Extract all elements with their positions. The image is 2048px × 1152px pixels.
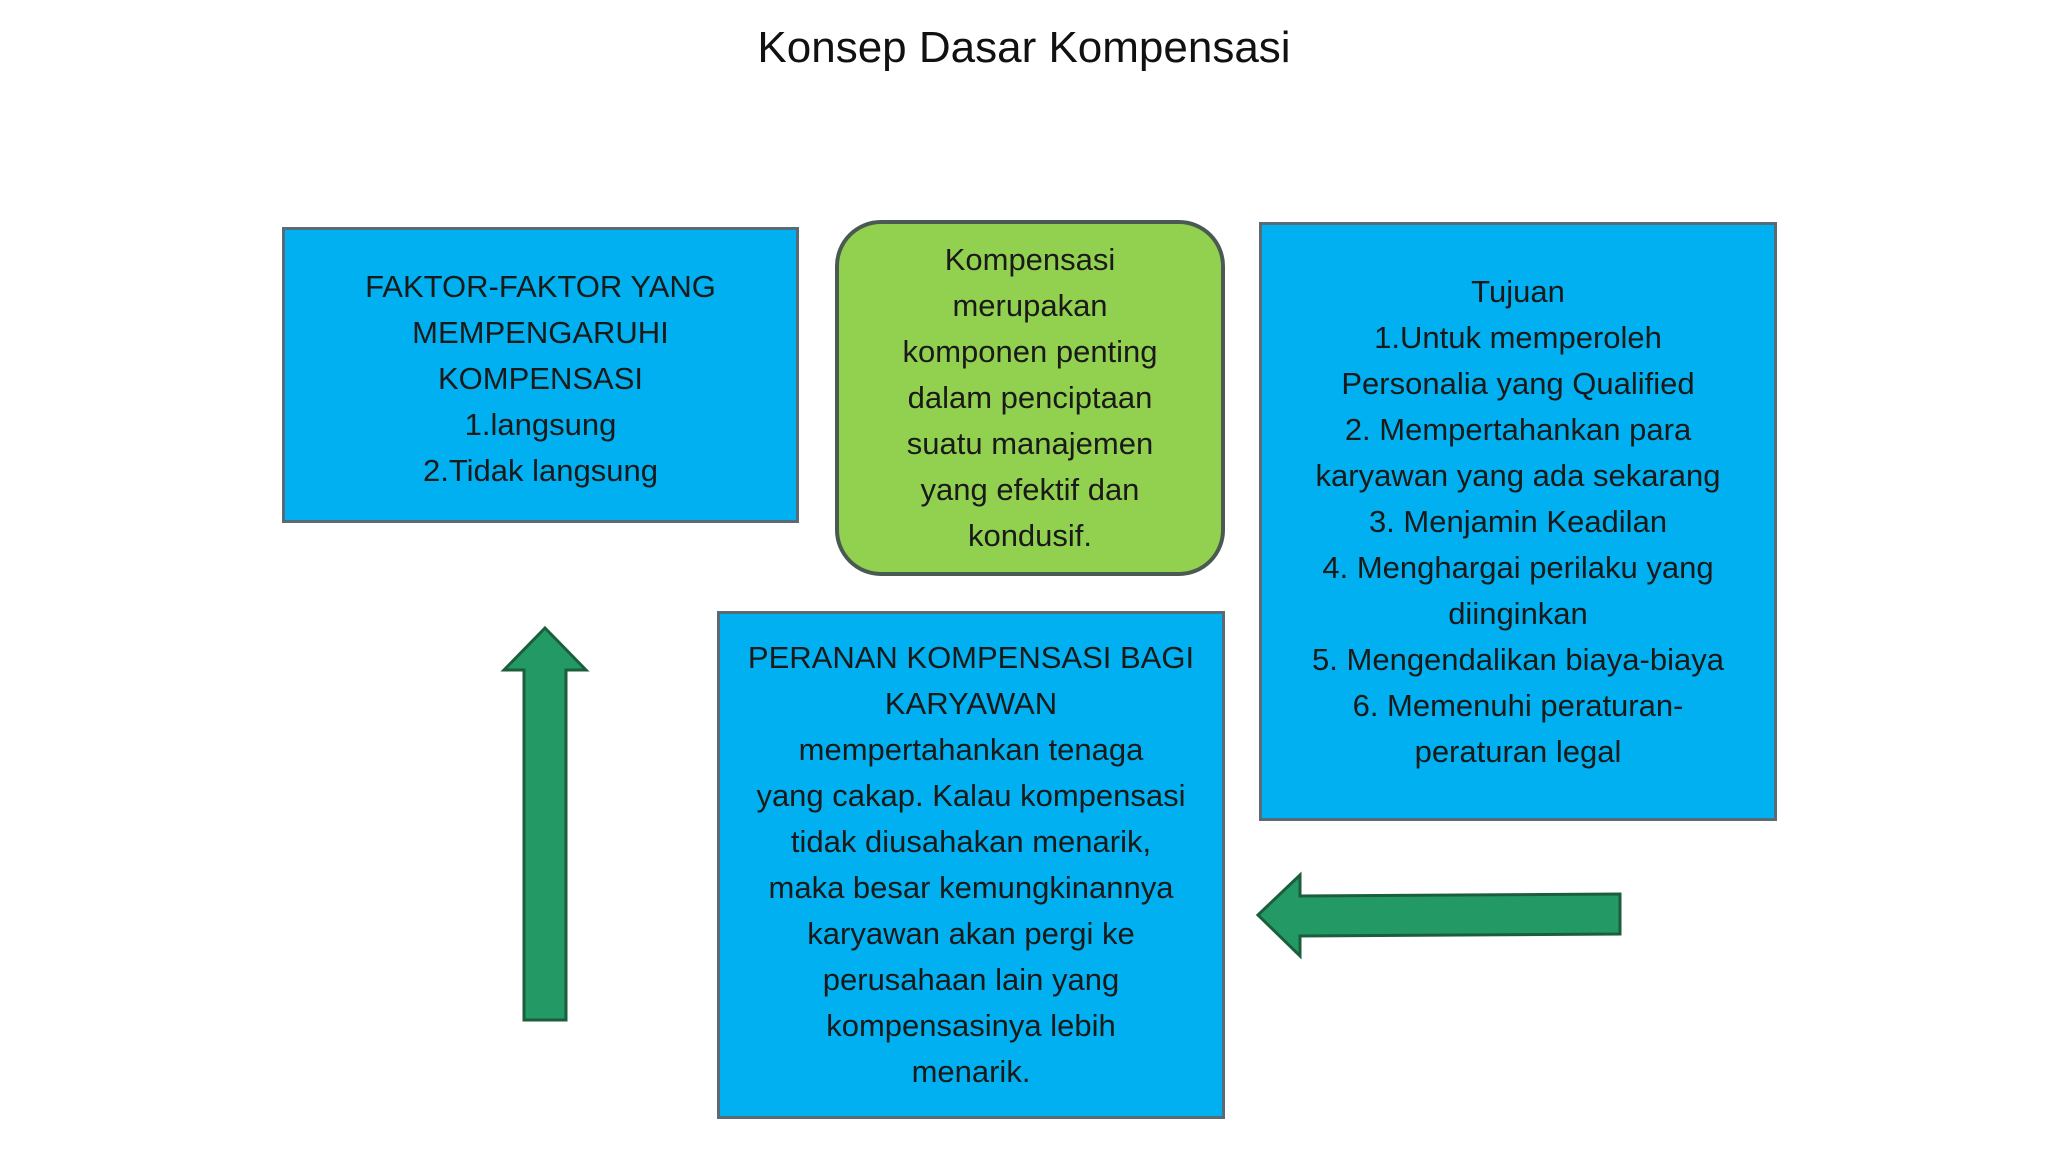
faktor-line: 1.langsung <box>464 407 617 442</box>
tujuan-line: 3. Menjamin Keadilan <box>1368 503 1668 539</box>
faktor-line: FAKTOR-FAKTOR YANG <box>365 269 716 304</box>
tujuan-line: Tujuan <box>1471 273 1565 309</box>
peranan-line: karyawan akan pergi ke <box>807 916 1135 951</box>
tujuan-line: 5. Mengendalikan biaya-biaya <box>1312 641 1724 677</box>
peranan-line: PERANAN KOMPENSASI BAGI <box>747 640 1195 675</box>
tujuan-line: peraturan legal <box>1414 733 1622 769</box>
left-arrow-icon <box>1255 868 1625 968</box>
tujuan-line: 1.Untuk memperoleh <box>1374 319 1662 355</box>
kompensasi-line: komponen penting <box>902 334 1158 369</box>
peranan-line: menarik. <box>911 1054 1031 1089</box>
peranan-line: perusahaan lain yang <box>822 962 1120 997</box>
tujuan-line: karyawan yang ada sekarang <box>1315 457 1721 493</box>
peranan-line: KARYAWAN <box>884 686 1058 721</box>
tujuan-line: 4. Menghargai perilaku yang <box>1322 549 1714 585</box>
up-arrow-icon <box>490 625 590 1025</box>
kompensasi-line: Kompensasi <box>944 242 1116 277</box>
kompensasi-definition-box <box>835 220 1225 576</box>
peranan-line: mempertahankan tenaga <box>798 732 1144 767</box>
faktor-box <box>282 227 799 523</box>
peranan-line: tidak diusahakan menarik, <box>790 824 1152 859</box>
tujuan-line: Personalia yang Qualified <box>1341 365 1695 401</box>
kompensasi-line: dalam penciptaan <box>907 380 1153 415</box>
faktor-line: 2.Tidak langsung <box>423 453 658 488</box>
peranan-box <box>717 611 1225 1119</box>
kompensasi-line: yang efektif dan <box>920 472 1140 507</box>
kompensasi-line: kondusif. <box>967 518 1093 553</box>
peranan-line: yang cakap. Kalau kompensasi <box>756 778 1186 813</box>
tujuan-box <box>1259 222 1777 821</box>
kompensasi-line: merupakan <box>952 288 1108 323</box>
tujuan-line: 2. Mempertahankan para <box>1344 411 1692 447</box>
kompensasi-line: suatu manajemen <box>906 426 1154 461</box>
slide-title: Konsep Dasar Kompensasi <box>757 23 1291 72</box>
tujuan-line: 6. Memenuhi peraturan- <box>1352 687 1684 723</box>
up-arrow-shape <box>504 628 586 1020</box>
peranan-line: maka besar kemungkinannya <box>768 870 1174 905</box>
faktor-line: MEMPENGARUHI <box>412 315 669 350</box>
faktor-line: KOMPENSASI <box>438 361 643 396</box>
left-arrow-shape <box>1258 875 1620 956</box>
peranan-line: kompensasinya lebih <box>826 1008 1116 1043</box>
tujuan-line: diinginkan <box>1448 595 1588 631</box>
